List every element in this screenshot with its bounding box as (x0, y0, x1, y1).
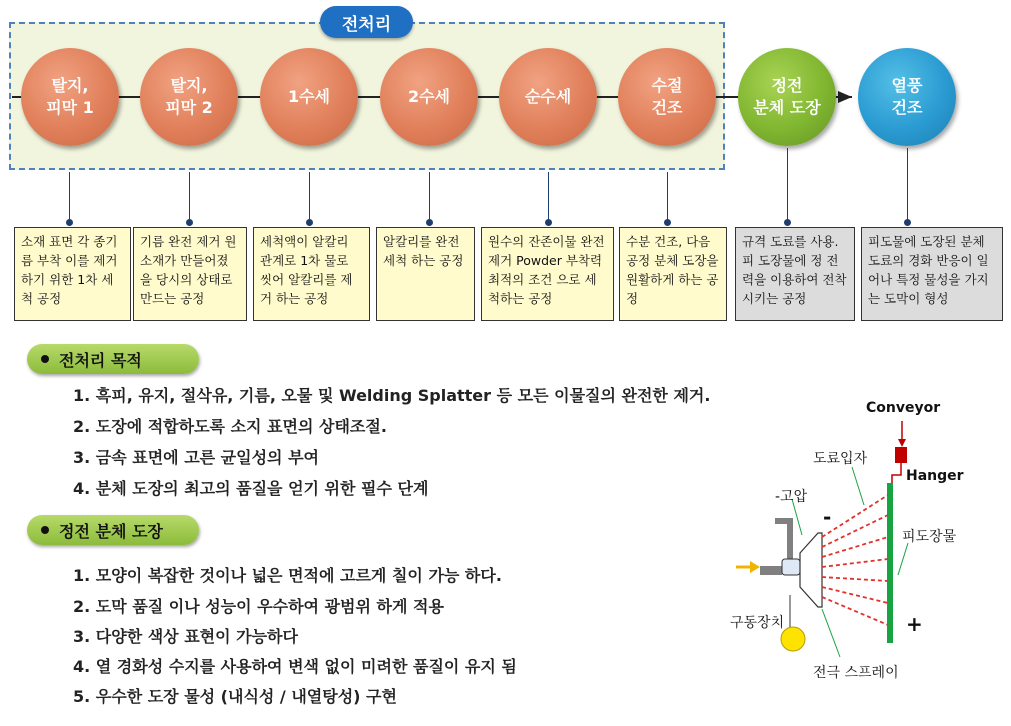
coating-item: 2. 도막 품질 이나 성능이 우수하여 광범위 하게 적용 (73, 597, 444, 616)
connector-dot (545, 219, 552, 226)
step-label-line2: 분체 도장 (753, 98, 821, 117)
step-description: 수분 건조, 다음 공정 분체 도장을 원활하게 하는 공정 (619, 227, 727, 321)
spray-nozzle (800, 533, 822, 607)
step-degrease-2 (140, 48, 238, 146)
connector-line (309, 172, 310, 222)
step-description: 알칼리를 완전 세척 하는 공정 (376, 227, 475, 321)
connector-line (189, 172, 190, 222)
step-label-line1: 순수세 (524, 87, 572, 106)
step-label-line1: 탈지, (170, 76, 208, 95)
purpose-item: 2. 도장에 적합하도록 소지 표면의 상태조절. (73, 417, 387, 436)
hanger-line (892, 463, 901, 483)
step-description: 피도물에 도장된 분체 도료의 경화 반응이 일어나 특정 물성을 가지는 도막이 형성 (861, 227, 1003, 321)
step-description: 세척액이 알칼리 관계로 1차 물로 씻어 알칼리를 제거 하는 공정 (253, 227, 370, 321)
workpiece-label: 피도장물 (902, 529, 957, 545)
section-title: 전처리 목적 (59, 350, 142, 370)
step-powder-coating (738, 48, 836, 146)
leader-line (852, 467, 864, 505)
coating-item: 3. 다양한 색상 표현이 가능하다 (73, 627, 298, 646)
connector-line (907, 148, 908, 222)
connector-line (787, 148, 788, 222)
step-description: 소재 표면 각 종기름 부착 이를 제거 하기 위한 1차 세척 공정 (14, 227, 131, 321)
paint-particles-label: 도료입자 (813, 451, 868, 467)
bullet-icon (41, 355, 49, 363)
step-description: 규격 도료를 사용. 피 도장물에 정 전력을 이용하여 전착 시키는 공정 (735, 227, 855, 321)
pretreatment-title: 전처리 (320, 6, 413, 38)
step-pure-rinse (499, 48, 597, 146)
high-voltage-label: -고압 (775, 489, 808, 505)
step-degrease-1 (21, 48, 119, 146)
minus-label: - (823, 505, 832, 529)
step-description: 원수의 잔존이물 완전제거 Powder 부착력 최적의 조건 으로 세척하는 공정 (481, 227, 614, 321)
step-rinse-2 (380, 48, 478, 146)
arrow-right-icon (838, 91, 856, 103)
step-label-line2: 피막 2 (165, 98, 213, 117)
step-label-line1: 열풍 (891, 76, 923, 95)
coating-section-header (27, 515, 199, 545)
step-label-line2: 피막 1 (46, 98, 94, 117)
electrode-spray-label: 전극 스프레이 (813, 665, 899, 681)
section-title: 정전 분체 도장 (59, 521, 163, 541)
conveyor-block (895, 447, 907, 463)
plus-label: + (906, 612, 923, 636)
purpose-item: 4. 분체 도장의 최고의 품질을 얻기 위한 필수 단계 (73, 479, 429, 498)
step-label-line1: 탈지, (51, 76, 89, 95)
step-description: 기름 완전 제거 원소재가 만들어졌을 당시의 상태로 만드는 공정 (133, 227, 247, 321)
step-label-line1: 수절 (651, 76, 683, 95)
step-rinse-1 (260, 48, 358, 146)
purpose-item: 1. 흑피, 유지, 절삭유, 기름, 오물 및 Welding Splatter 등 모든 이물질의 완전한 제거. (73, 386, 711, 405)
electrostatic-spray-illustration (730, 395, 1005, 695)
connector-line (429, 172, 430, 222)
leader-line (822, 609, 840, 657)
coating-item: 1. 모양이 복잡한 것이나 넓은 면적에 고르게 칠이 가능 하다. (73, 566, 502, 585)
connector-dot (186, 219, 193, 226)
step-label-line2: 건조 (891, 98, 923, 117)
connector-dot (784, 219, 791, 226)
step-label-line2: 건조 (651, 98, 683, 117)
connector-line (667, 172, 668, 222)
gun-body (782, 559, 800, 575)
step-hot-air-dry (858, 48, 956, 146)
step-label-line1: 1수세 (287, 87, 331, 106)
bullet-icon (41, 526, 49, 534)
input-arrow-icon (750, 561, 760, 573)
conveyor-arrow-icon (898, 439, 906, 447)
connector-dot (306, 219, 313, 226)
drive-unit-label: 구동장치 (730, 615, 785, 631)
leader-line (898, 543, 908, 575)
step-water-dry (618, 48, 716, 146)
conveyor-label: Conveyor (866, 400, 941, 416)
coating-item: 5. 우수한 도장 물성 (내식성 / 내열탕성) 구현 (73, 687, 397, 706)
coating-item: 4. 열 경화성 수지를 사용하여 변색 없이 미려한 품질이 유지 됨 (73, 657, 517, 676)
step-label-line1: 2수세 (407, 87, 451, 106)
hanger-label: Hanger (906, 468, 964, 484)
gun-shaft (760, 566, 782, 575)
connector-dot (664, 219, 671, 226)
spray-lines (822, 495, 888, 625)
drive-unit-icon (781, 627, 805, 651)
connector-dot (66, 219, 73, 226)
connector-line (548, 172, 549, 222)
purpose-item: 3. 금속 표면에 고른 균일성의 부여 (73, 448, 319, 467)
connector-dot (904, 219, 911, 226)
step-label-line1: 정전 (771, 76, 803, 95)
purpose-section-header (27, 344, 199, 374)
connector-dot (426, 219, 433, 226)
connector-line (69, 172, 70, 222)
